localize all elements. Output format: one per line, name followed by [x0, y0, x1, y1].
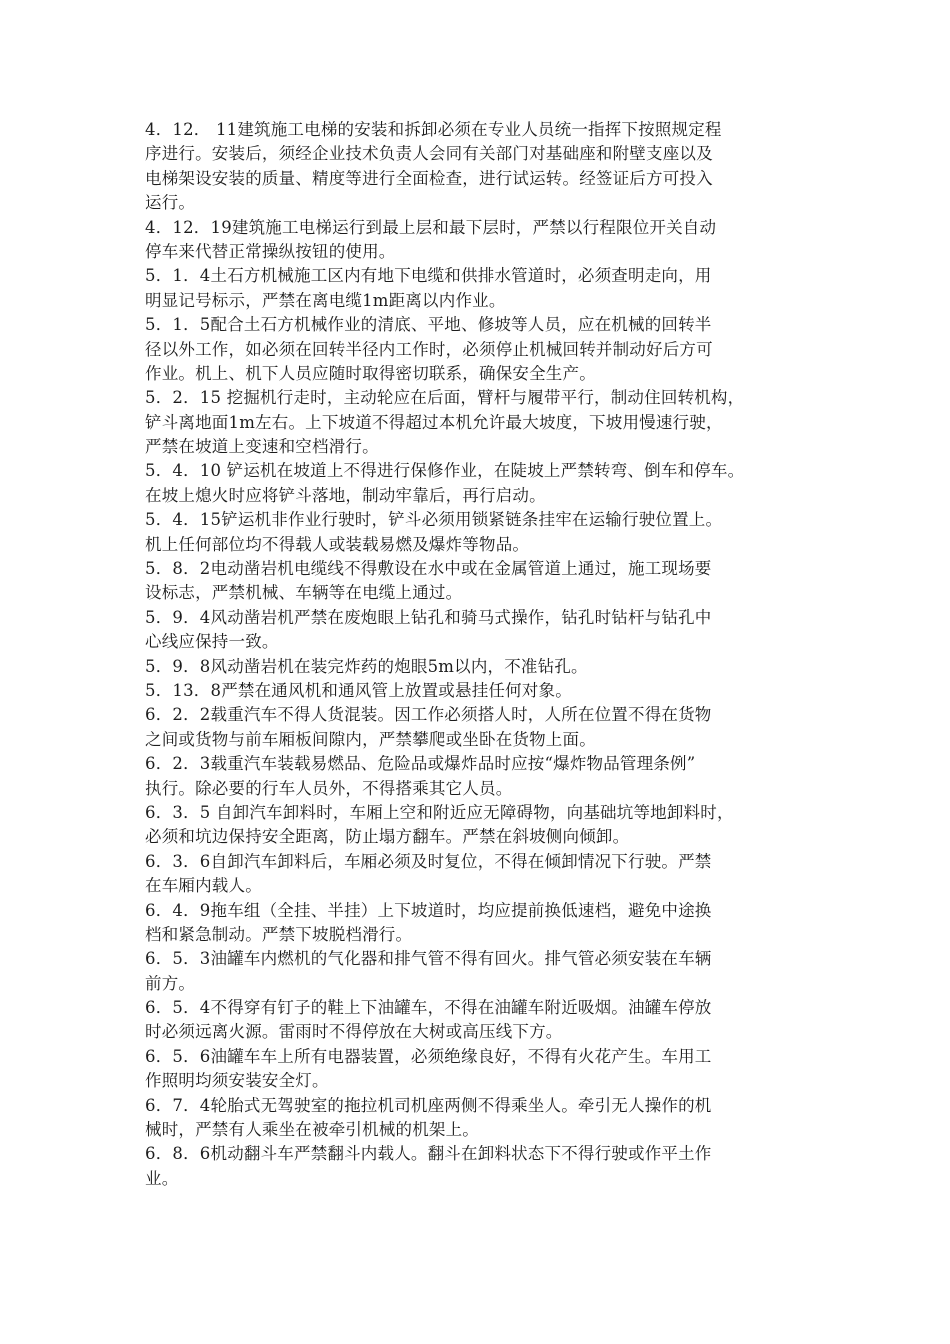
text-line: 时必须远离火源。雷雨时不得停放在大树或高压线下方。 [145, 1022, 563, 1042]
text-line: 6．5．3油罐车内燃机的气化器和排气管不得有回火。排气管必须安装在车辆 [145, 949, 712, 969]
text-line: 之间或货物与前车厢板间隙内，严禁攀爬或坐卧在货物上面。 [145, 729, 596, 749]
text-line: 5．4．10 铲运机在坡道上不得进行保修作业，在陡坡上严禁转弯、倒车和停车。 [145, 461, 745, 481]
text-line: 6．3．5 自卸汽车卸料时，车厢上空和附近应无障碍物，向基础坑等地卸料时， [145, 802, 734, 822]
text-line: 机上任何部位均不得载人或装载易燃及爆炸等物品。 [145, 534, 530, 554]
text-line: 明显记号标示，严禁在离电缆1m距离以内作业。 [145, 290, 506, 310]
text-line: 6．5．6油罐车车上所有电器装置，必须绝缘良好，不得有火花产生。车用工 [145, 1046, 712, 1066]
text-line: 执行。除必要的行车人员外，不得搭乘其它人员。 [145, 778, 513, 798]
text-line: 5．1．4土石方机械施工区内有地下电缆和供排水管道时，必须查明走向，用 [145, 266, 712, 286]
text-line: 前方。 [145, 973, 196, 993]
text-line: 径以外工作，如必须在回转半径内工作时，必须停止机械回转并制动好后方可 [145, 339, 713, 359]
text-line: 在车厢内载人。 [145, 876, 262, 896]
text-line: 4．12． 11建筑施工电梯的安装和拆卸必须在专业人员统一指挥下按照规定程 [145, 120, 722, 139]
text-line: 设标志，严禁机械、车辆等在电缆上通过。 [145, 583, 463, 603]
text-line: 械时，严禁有人乘坐在被牵引机械的机架上。 [145, 1120, 479, 1140]
text-line: 5．9．4风动凿岩机严禁在废炮眼上钻孔和骑马式操作，钻孔时钻杆与钻孔中 [145, 607, 712, 627]
text-line: 电梯架设安装的质量、精度等进行全面检查，进行试运转。经签证后方可投入 [145, 168, 713, 188]
text-line: 作照明均须安装安全灯。 [145, 1071, 329, 1091]
text-line: 5．9．8风动凿岩机在装完炸药的炮眼5m以内，不准钻孔。 [145, 656, 588, 676]
text-line: 5．1．5配合土石方机械作业的清底、平地、修坡等人员，应在机械的回转半 [145, 315, 712, 335]
text-line: 作业。机上、机下人员应随时取得密切联系，确保安全生产。 [145, 363, 596, 383]
text-line: 5．13．8严禁在通风机和通风管上放置或悬挂任何对象。 [145, 680, 572, 700]
text-line: 停车来代替正常操纵按钮的使用。 [145, 241, 396, 261]
text-line: 6．4．9拖车组（全挂、半挂）上下坡道时，均应提前换低速档，避免中途换 [145, 900, 712, 920]
text-line: 序进行。安装后，须经企业技术负责人会同有关部门对基础座和附壁支座以及 [145, 144, 713, 164]
text-line: 6．2．2载重汽车不得人货混装。因工作必须搭人时，人所在位置不得在货物 [145, 705, 712, 725]
text-line: 心线应保持一致。 [145, 632, 279, 652]
text-line: 业。 [145, 1168, 179, 1188]
text-line: 档和紧急制动。严禁下坡脱档滑行。 [145, 924, 413, 944]
document-body [145, 118, 825, 1191]
text-line: 在坡上熄火时应将铲斗落地，制动牢靠后，再行启动。 [145, 485, 546, 505]
text-line: 5．2．15 挖掘机行走时，主动轮应在后面，臂杆与履带平行，制动住回转机构， [145, 388, 745, 408]
text-line: 5．8．2电动凿岩机电缆线不得敷设在水中或在金属管道上通过，施工现场要 [145, 559, 712, 579]
text-line: 6．8．6机动翻斗车严禁翻斗内载人。翻斗在卸料状态下不得行驶或作平土作 [145, 1144, 712, 1164]
text-line: 4．12．19建筑施工电梯运行到最上层和最下层时，严禁以行程限位开关自动 [145, 217, 717, 237]
text-line: 5．4．15铲运机非作业行驶时，铲斗必须用锁紧链条挂牢在运输行驶位置上。 [145, 510, 723, 530]
text-line: 6．7．4轮胎式无驾驶室的拖拉机司机座两侧不得乘坐人。牵引无人操作的机 [145, 1095, 712, 1115]
text-line: 6．3．6自卸汽车卸料后，车厢必须及时复位，不得在倾卸情况下行驶。严禁 [145, 851, 712, 871]
text-line: 铲斗离地面1m左右。上下坡道不得超过本机允许最大坡度，下坡用慢速行驶， [145, 412, 723, 432]
text-line: 严禁在坡道上变速和空档滑行。 [145, 437, 379, 457]
text-line: 必须和坑边保持安全距离，防止塌方翻车。严禁在斜坡侧向倾卸。 [145, 827, 630, 847]
text-line: 运行。 [145, 193, 196, 213]
text-line: 6．2．3载重汽车装载易燃品、危险品或爆炸品时应按“爆炸物品管理条例” [145, 754, 696, 774]
text-line: 6．5．4不得穿有钉子的鞋上下油罐车，不得在油罐车附近吸烟。油罐车停放 [145, 998, 712, 1018]
